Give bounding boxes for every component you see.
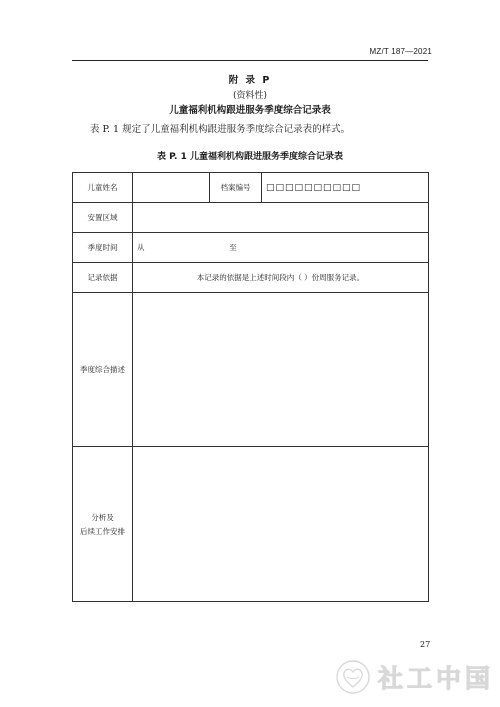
row-period [73, 233, 429, 263]
file-number-boxes[interactable]: □□□□□□□□□□ [262, 173, 429, 203]
analysis-field[interactable] [133, 447, 429, 602]
period-field[interactable] [133, 233, 429, 263]
area-label: 安置区域 [73, 203, 133, 233]
analysis-label-line2: 后续工作安排 [80, 526, 125, 536]
page-number: 27 [420, 640, 431, 649]
row-area [73, 203, 429, 233]
period-to-label: 至 [229, 243, 237, 252]
appendix-type: (资料性) [232, 91, 268, 101]
watermark [334, 658, 494, 698]
period-label: 季度时间 [73, 233, 133, 263]
appendix-name: 儿童福利机构跟进服务季度综合记录表 [169, 105, 331, 116]
child-name-field[interactable] [133, 173, 210, 203]
area-field[interactable] [133, 203, 429, 233]
row-basis [73, 263, 429, 293]
table-caption: 表 P. 1 儿童福利机构跟进服务季度综合记录表 [156, 152, 344, 162]
appendix-title: 附 录 P [228, 75, 272, 86]
row-summary [73, 293, 429, 447]
summary-field[interactable] [133, 293, 429, 447]
child-name-label: 儿童姓名 [73, 173, 133, 203]
standard-code: MZ/T 187—2021 [369, 47, 432, 56]
watermark-text: 社工中国 [378, 664, 494, 693]
header-rule [72, 60, 428, 61]
file-number-label: 档案编号 [210, 173, 262, 203]
row-child-name [73, 173, 429, 203]
intro-paragraph: 表 P. 1 规定了儿童福利机构跟进服务季度综合记录表的样式。 [90, 124, 351, 135]
period-from-label: 从 [137, 243, 145, 252]
summary-label: 季度综合描述 [73, 293, 133, 447]
basis-label: 记录依据 [73, 263, 133, 293]
basis-text: 本记录的依据是上述时间段内（ ）份周服务记录。 [133, 263, 429, 293]
analysis-label-line1: 分析及 [91, 512, 114, 522]
heart-hands-logo-icon [337, 661, 369, 693]
row-analysis [73, 447, 429, 602]
quarterly-record-table [72, 172, 429, 602]
analysis-label [73, 447, 133, 602]
